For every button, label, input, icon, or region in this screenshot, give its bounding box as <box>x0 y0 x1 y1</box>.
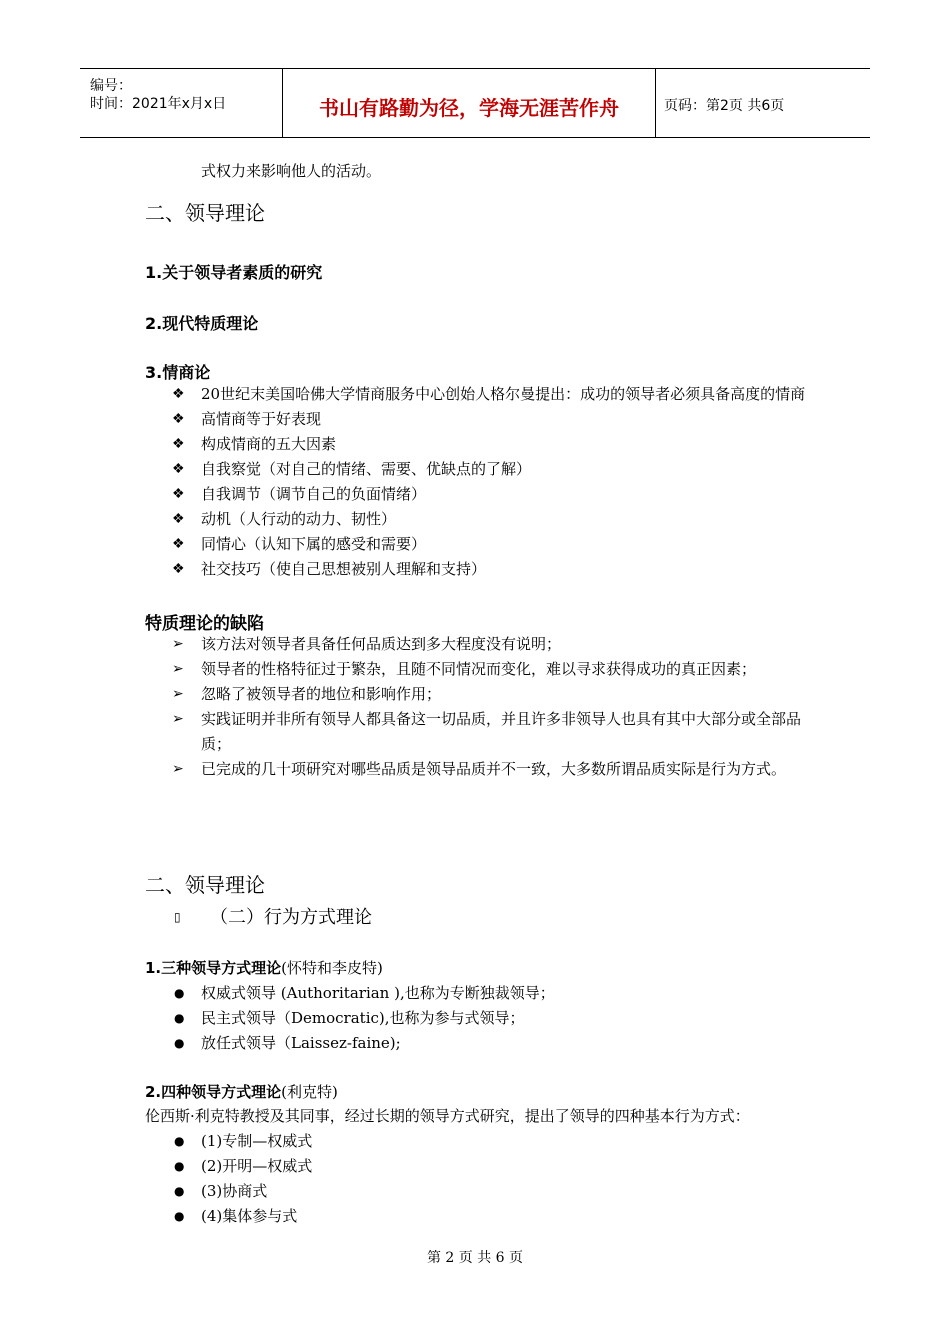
diamond-bullet-icon: ❖ <box>172 386 185 402</box>
list-item: ❖ 社交技巧（使自己思想被别人理解和支持） <box>170 557 830 582</box>
four-styles-list <box>170 1129 830 1229</box>
list-item: ● 放任式领导（Laissez-faine); <box>170 1031 830 1056</box>
arrow-bullet-icon: ➢ <box>172 636 184 652</box>
heading-2-bold: 2.四种领导方式理论 <box>145 1083 282 1101</box>
diamond-bullet-icon: ❖ <box>172 561 185 577</box>
header-page-info: 页码：第2页 共6页 <box>664 98 785 114</box>
diamond-bullet-icon: ❖ <box>172 436 185 452</box>
list-item: ● 权威式领导 (Authoritarian ),也称为专断独裁领导； <box>170 981 830 1006</box>
dot-bullet-icon: ● <box>174 1036 185 1050</box>
page-header <box>80 68 870 138</box>
list-item: ➢ 已完成的几十项研究对哪些品质是领导品质并不一致，大多数所谓品质实际是行为方式。 <box>170 757 830 782</box>
section2-heading-1 <box>145 957 383 978</box>
list-item: ● (4)集体参与式 <box>170 1204 830 1229</box>
header-motto: 书山有路勤为径，学海无涯苦作舟 <box>319 95 619 120</box>
section2-title: 二、领导理论 <box>145 873 265 897</box>
list-item: ● (3)协商式 <box>170 1179 830 1204</box>
list-item: ➢ 领导者的性格特征过于繁杂，且随不同情况而变化，难以寻求获得成功的真正因素； <box>170 657 830 682</box>
heading-1-rest: (怀特和李皮特) <box>281 959 383 977</box>
arrow-bullet-icon: ➢ <box>172 661 184 677</box>
list-item: ❖ 构成情商的五大因素 <box>170 432 830 457</box>
arrow-bullet-icon: ➢ <box>172 711 184 727</box>
list-item: ● (2)开明—权威式 <box>170 1154 830 1179</box>
header-number-label: 编号： <box>90 78 132 94</box>
list-item: ❖ 同情心（认知下属的感受和需要） <box>170 532 830 557</box>
list-item: ➢ 实践证明并非所有领导人都具备这一切品质，并且许多非领导人也具有其中大部分或全部品质； <box>170 707 830 757</box>
arrow-bullet-icon: ➢ <box>172 686 184 702</box>
section1-heading-1: 1.关于领导者素质的研究 <box>145 263 323 282</box>
list-item: ❖ 高情商等于好表现 <box>170 407 830 432</box>
defects-title: 特质理论的缺陷 <box>145 614 264 634</box>
section1-heading-3: 3.情商论 <box>145 363 211 382</box>
section2-subtitle: （二）行为方式理论 <box>210 907 372 928</box>
diamond-bullet-icon: ❖ <box>172 511 185 527</box>
list-item: ❖ 动机（人行动的动力、韧性） <box>170 507 830 532</box>
square-bullet-icon: ▯ <box>174 910 181 924</box>
eq-list <box>170 382 830 582</box>
list-item: ➢ 忽略了被领导者的地位和影响作用； <box>170 682 830 707</box>
header-time-label: 时间：2021年x月x日 <box>90 96 227 112</box>
list-item: ❖ 自我察觉（对自己的情绪、需要、优缺点的了解） <box>170 457 830 482</box>
header-meta <box>80 69 282 137</box>
three-styles-list <box>170 981 830 1056</box>
defects-list <box>170 632 830 782</box>
continuation-text: 式权力来影响他人的活动。 <box>201 162 382 180</box>
list-item: ❖ 自我调节（调节自己的负面情绪） <box>170 482 830 507</box>
list-item: ➢ 该方法对领导者具备任何品质达到多大程度没有说明； <box>170 632 830 657</box>
page-footer: 第 2 页 共 6 页 <box>426 1250 524 1266</box>
diamond-bullet-icon: ❖ <box>172 486 185 502</box>
dot-bullet-icon: ● <box>174 1184 185 1198</box>
dot-bullet-icon: ● <box>174 986 185 1000</box>
list-item: ❖ 20世纪末美国哈佛大学情商服务中心创始人格尔曼提出：成功的领导者必须具备高度的情商 <box>170 382 830 407</box>
diamond-bullet-icon: ❖ <box>172 536 185 552</box>
dot-bullet-icon: ● <box>174 1011 185 1025</box>
diamond-bullet-icon: ❖ <box>172 461 185 477</box>
diamond-bullet-icon: ❖ <box>172 411 185 427</box>
arrow-bullet-icon: ➢ <box>172 761 184 777</box>
section1-heading-2: 2.现代特质理论 <box>145 314 259 333</box>
heading-2-rest: (利克特) <box>281 1083 338 1101</box>
list-item: ● 民主式领导（Democratic),也称为参与式领导； <box>170 1006 830 1031</box>
section2-heading-2 <box>145 1081 338 1102</box>
dot-bullet-icon: ● <box>174 1159 185 1173</box>
dot-bullet-icon: ● <box>174 1134 185 1148</box>
list-item: ● (1)专制—权威式 <box>170 1129 830 1154</box>
section1-title: 二、领导理论 <box>145 201 265 225</box>
section2-intro: 伦西斯·利克特教授及其同事，经过长期的领导方式研究，提出了领导的四种基本行为方式： <box>145 1107 750 1125</box>
dot-bullet-icon: ● <box>174 1209 185 1223</box>
heading-1-bold: 1.三种领导方式理论 <box>145 959 282 977</box>
header-motto-cell <box>282 69 656 137</box>
